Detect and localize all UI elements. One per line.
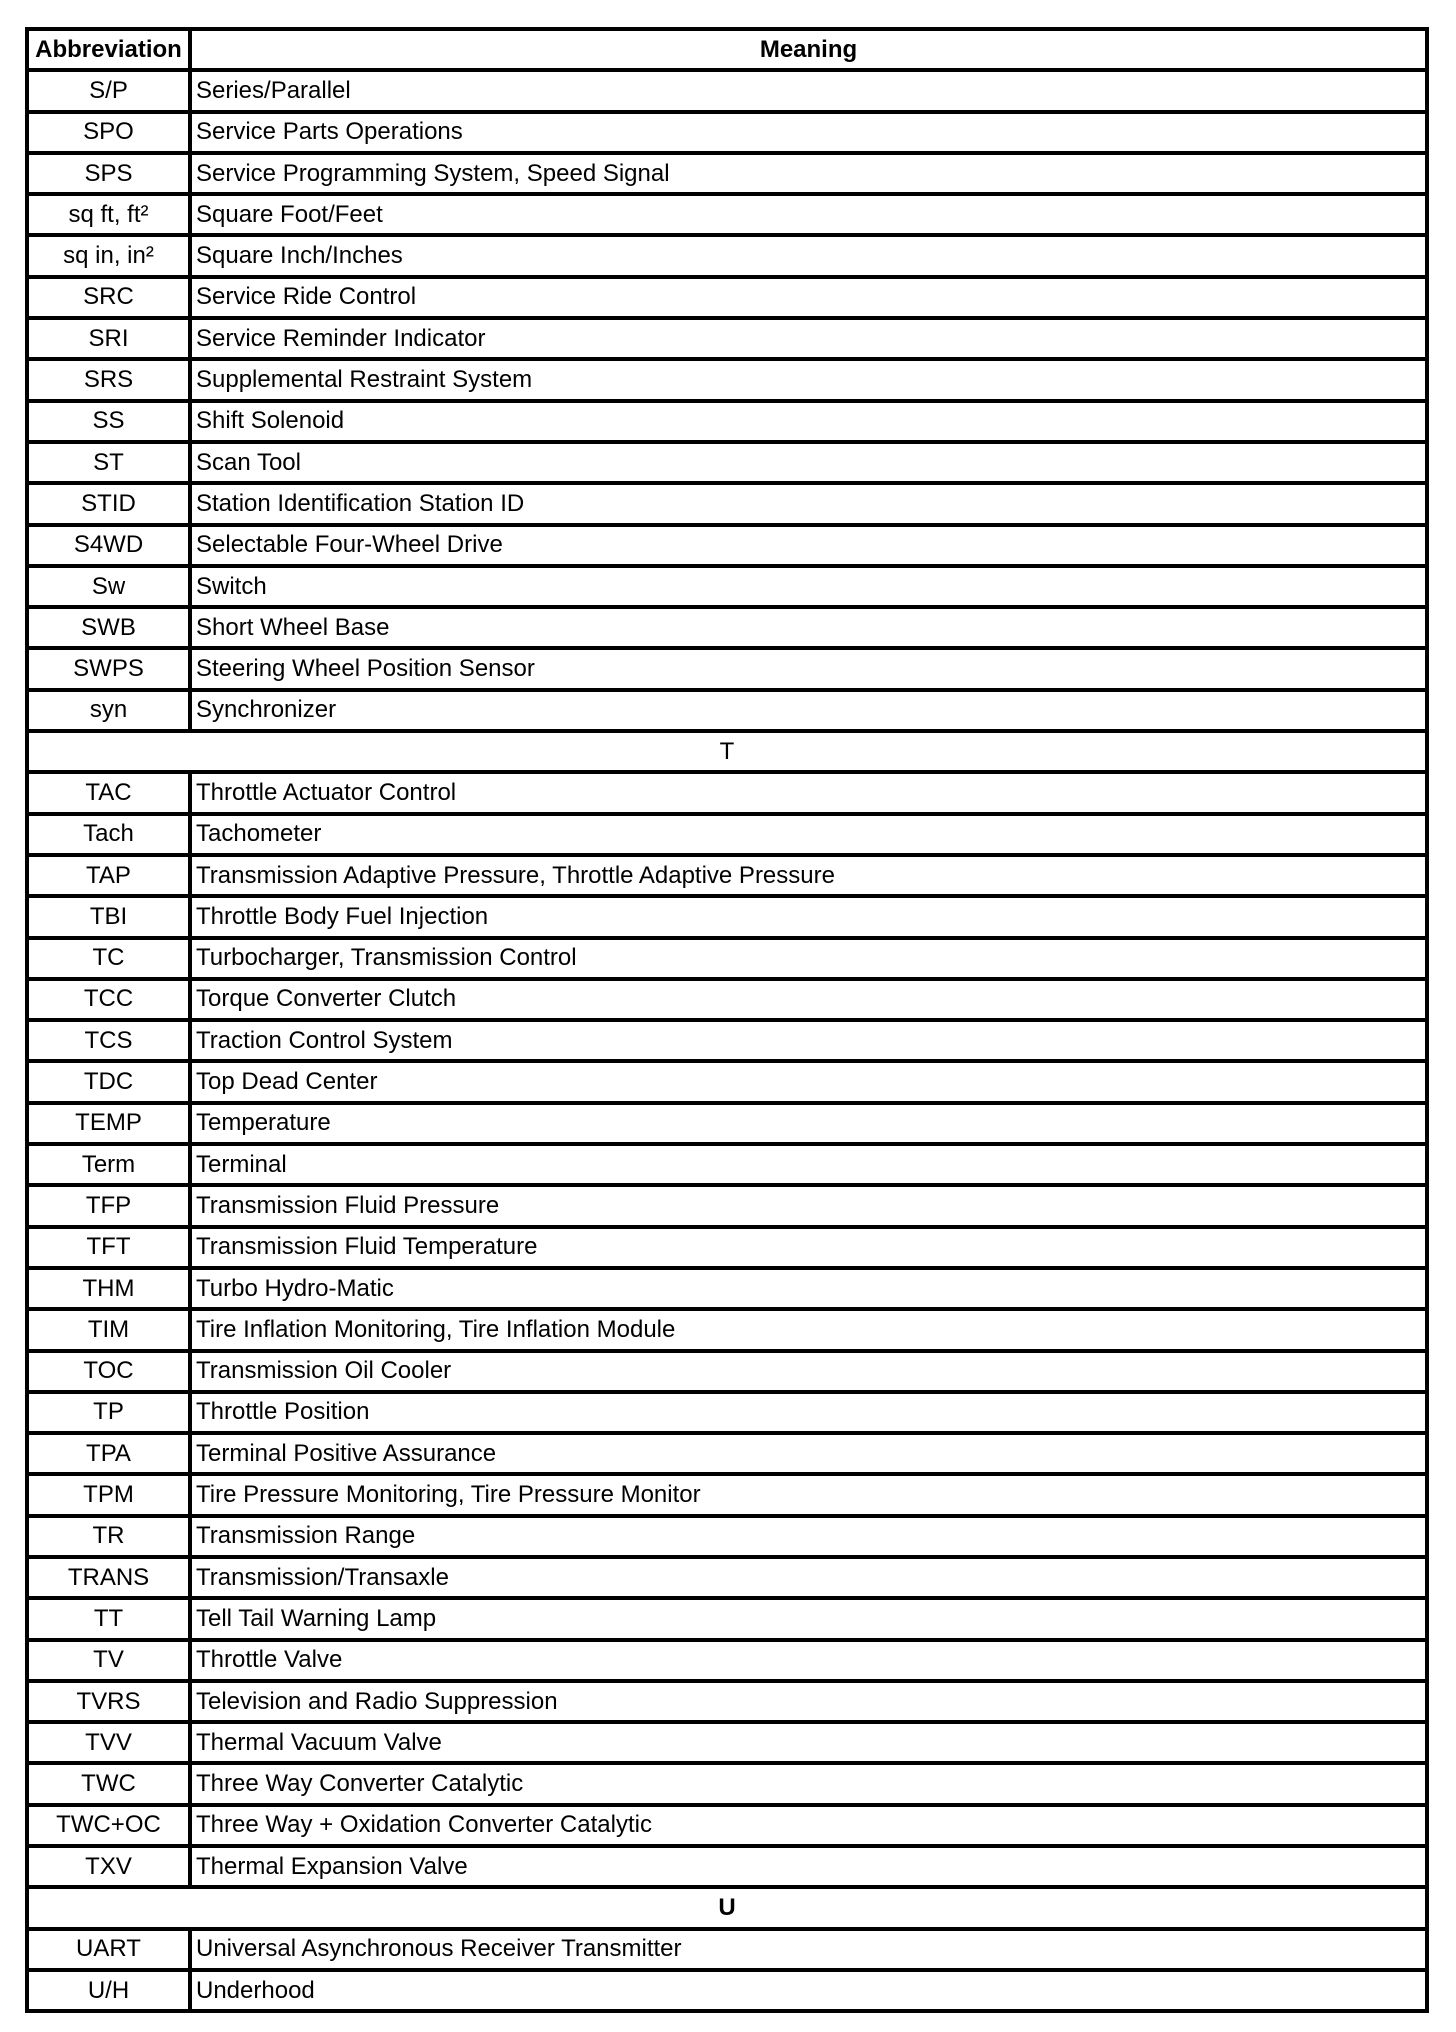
- meaning-cell: Underhood: [190, 1970, 1427, 2011]
- meaning-cell: Selectable Four-Wheel Drive: [190, 525, 1427, 566]
- table-row: [27, 1722, 1427, 1763]
- meaning-cell: Service Parts Operations: [190, 112, 1427, 153]
- table-row: [27, 112, 1427, 153]
- abbreviation-cell: TDC: [27, 1061, 190, 1102]
- meaning-column-header: Meaning: [190, 29, 1427, 70]
- meaning-cell: Transmission Adaptive Pressure, Throttle Adaptive Pressure: [190, 855, 1427, 896]
- table-row: [27, 318, 1427, 359]
- table-row: [27, 1433, 1427, 1474]
- meaning-cell: Turbo Hydro-Matic: [190, 1268, 1427, 1309]
- meaning-cell: Throttle Valve: [190, 1640, 1427, 1681]
- abbreviation-cell: TFT: [27, 1227, 190, 1268]
- abbreviation-cell: TCS: [27, 1020, 190, 1061]
- meaning-cell: Television and Radio Suppression: [190, 1681, 1427, 1722]
- table-row: [27, 1929, 1427, 1970]
- abbreviation-cell: SPO: [27, 112, 190, 153]
- table-row: [27, 1598, 1427, 1639]
- meaning-cell: Supplemental Restraint System: [190, 359, 1427, 400]
- abbreviation-cell: TVRS: [27, 1681, 190, 1722]
- meaning-cell: Tell Tail Warning Lamp: [190, 1598, 1427, 1639]
- table-row: [27, 1640, 1427, 1681]
- table-header-row: [27, 29, 1427, 70]
- abbreviation-cell: S/P: [27, 70, 190, 111]
- meaning-cell: Square Inch/Inches: [190, 235, 1427, 276]
- meaning-cell: Synchronizer: [190, 690, 1427, 731]
- abbreviation-cell: TPM: [27, 1474, 190, 1515]
- section-heading: T: [27, 731, 1427, 772]
- abbreviation-cell: sq in, in²: [27, 235, 190, 276]
- meaning-cell: Square Foot/Feet: [190, 194, 1427, 235]
- abbreviation-cell: TAC: [27, 772, 190, 813]
- table-row: [27, 70, 1427, 111]
- abbreviation-cell: SRC: [27, 277, 190, 318]
- abbreviation-cell: sq ft, ft²: [27, 194, 190, 235]
- meaning-cell: Switch: [190, 566, 1427, 607]
- abbreviation-cell: TVV: [27, 1722, 190, 1763]
- abbreviation-cell: Term: [27, 1144, 190, 1185]
- table-row: [27, 442, 1427, 483]
- meaning-cell: Torque Converter Clutch: [190, 979, 1427, 1020]
- meaning-cell: Traction Control System: [190, 1020, 1427, 1061]
- abbreviation-cell: TWC+OC: [27, 1805, 190, 1846]
- meaning-cell: Turbocharger, Transmission Control: [190, 938, 1427, 979]
- table-row: [27, 401, 1427, 442]
- abbreviation-cell: TC: [27, 938, 190, 979]
- meaning-cell: Transmission/Transaxle: [190, 1557, 1427, 1598]
- abbreviation-cell: S4WD: [27, 525, 190, 566]
- meaning-cell: Throttle Actuator Control: [190, 772, 1427, 813]
- table-row: [27, 525, 1427, 566]
- abbreviation-cell: TOC: [27, 1351, 190, 1392]
- table-row: [27, 359, 1427, 400]
- abbreviation-cell: TFP: [27, 1185, 190, 1226]
- table-row: [27, 938, 1427, 979]
- meaning-cell: Thermal Expansion Valve: [190, 1846, 1427, 1887]
- abbreviation-cell: Tach: [27, 814, 190, 855]
- table-row: [27, 483, 1427, 524]
- meaning-cell: Three Way + Oxidation Converter Catalytic: [190, 1805, 1427, 1846]
- meaning-cell: Short Wheel Base: [190, 607, 1427, 648]
- abbreviation-cell: TIM: [27, 1309, 190, 1350]
- table-row: [27, 1309, 1427, 1350]
- meaning-cell: Temperature: [190, 1103, 1427, 1144]
- table-row: [27, 1516, 1427, 1557]
- meaning-cell: Shift Solenoid: [190, 401, 1427, 442]
- table-row: [27, 194, 1427, 235]
- table-row: [27, 607, 1427, 648]
- meaning-cell: Tachometer: [190, 814, 1427, 855]
- abbreviation-cell: SWB: [27, 607, 190, 648]
- abbreviation-cell: TP: [27, 1392, 190, 1433]
- table-row: [27, 1557, 1427, 1598]
- meaning-cell: Universal Asynchronous Receiver Transmitter: [190, 1929, 1427, 1970]
- meaning-cell: Tire Inflation Monitoring, Tire Inflation Module: [190, 1309, 1427, 1350]
- abbreviation-cell: UART: [27, 1929, 190, 1970]
- table-row: [27, 772, 1427, 813]
- meaning-cell: Service Ride Control: [190, 277, 1427, 318]
- meaning-cell: Three Way Converter Catalytic: [190, 1763, 1427, 1804]
- abbreviation-cell: SRS: [27, 359, 190, 400]
- abbreviation-cell: TR: [27, 1516, 190, 1557]
- table-row: [27, 1227, 1427, 1268]
- abbreviation-cell: syn: [27, 690, 190, 731]
- table-row: [27, 1681, 1427, 1722]
- meaning-cell: Service Programming System, Speed Signal: [190, 153, 1427, 194]
- meaning-cell: Throttle Position: [190, 1392, 1427, 1433]
- table-row: [27, 648, 1427, 689]
- meaning-cell: Series/Parallel: [190, 70, 1427, 111]
- table-row: [27, 690, 1427, 731]
- table-row: [27, 1474, 1427, 1515]
- meaning-cell: Terminal Positive Assurance: [190, 1433, 1427, 1474]
- meaning-cell: Transmission Fluid Temperature: [190, 1227, 1427, 1268]
- table-row: [27, 1020, 1427, 1061]
- abbreviation-cell: U/H: [27, 1970, 190, 2011]
- meaning-cell: Throttle Body Fuel Injection: [190, 896, 1427, 937]
- abbreviation-column-header: Abbreviation: [27, 29, 190, 70]
- abbreviation-cell: TPA: [27, 1433, 190, 1474]
- table-row: [27, 1805, 1427, 1846]
- table-row: [27, 1185, 1427, 1226]
- table-row: [27, 1392, 1427, 1433]
- table-row: [27, 896, 1427, 937]
- abbreviation-cell: TT: [27, 1598, 190, 1639]
- meaning-cell: Service Reminder Indicator: [190, 318, 1427, 359]
- meaning-cell: Scan Tool: [190, 442, 1427, 483]
- table-row: [27, 235, 1427, 276]
- meaning-cell: Transmission Range: [190, 1516, 1427, 1557]
- meaning-cell: Tire Pressure Monitoring, Tire Pressure Monitor: [190, 1474, 1427, 1515]
- table-row: [27, 1103, 1427, 1144]
- abbreviation-cell: TAP: [27, 855, 190, 896]
- meaning-cell: Terminal: [190, 1144, 1427, 1185]
- abbreviation-cell: TEMP: [27, 1103, 190, 1144]
- abbreviation-cell: Sw: [27, 566, 190, 607]
- abbreviation-cell: TCC: [27, 979, 190, 1020]
- abbreviation-cell: TWC: [27, 1763, 190, 1804]
- table-row: [27, 153, 1427, 194]
- abbreviation-cell: SPS: [27, 153, 190, 194]
- table-row: [27, 1763, 1427, 1804]
- table-row: [27, 1144, 1427, 1185]
- abbreviation-cell: SWPS: [27, 648, 190, 689]
- abbreviation-cell: TXV: [27, 1846, 190, 1887]
- table-body: [27, 70, 1427, 2011]
- table-row: [27, 566, 1427, 607]
- meaning-cell: Station Identification Station ID: [190, 483, 1427, 524]
- abbreviation-cell: TRANS: [27, 1557, 190, 1598]
- table-row: [27, 979, 1427, 1020]
- meaning-cell: Top Dead Center: [190, 1061, 1427, 1102]
- table-row: [27, 1268, 1427, 1309]
- abbreviation-cell: TV: [27, 1640, 190, 1681]
- abbreviation-cell: SS: [27, 401, 190, 442]
- table-row: [27, 277, 1427, 318]
- table-row: [27, 1061, 1427, 1102]
- abbreviation-table: [25, 27, 1429, 2013]
- table-row: [27, 1970, 1427, 2011]
- table-row: [27, 855, 1427, 896]
- table-row: [27, 814, 1427, 855]
- section-row-t: [27, 731, 1427, 772]
- table-row: [27, 1846, 1427, 1887]
- meaning-cell: Thermal Vacuum Valve: [190, 1722, 1427, 1763]
- abbreviation-cell: ST: [27, 442, 190, 483]
- section-row-u: [27, 1887, 1427, 1928]
- abbreviation-cell: STID: [27, 483, 190, 524]
- table-row: [27, 1351, 1427, 1392]
- meaning-cell: Steering Wheel Position Sensor: [190, 648, 1427, 689]
- abbreviation-cell: THM: [27, 1268, 190, 1309]
- abbreviation-cell: TBI: [27, 896, 190, 937]
- abbreviation-cell: SRI: [27, 318, 190, 359]
- meaning-cell: Transmission Oil Cooler: [190, 1351, 1427, 1392]
- section-heading: U: [27, 1887, 1427, 1928]
- meaning-cell: Transmission Fluid Pressure: [190, 1185, 1427, 1226]
